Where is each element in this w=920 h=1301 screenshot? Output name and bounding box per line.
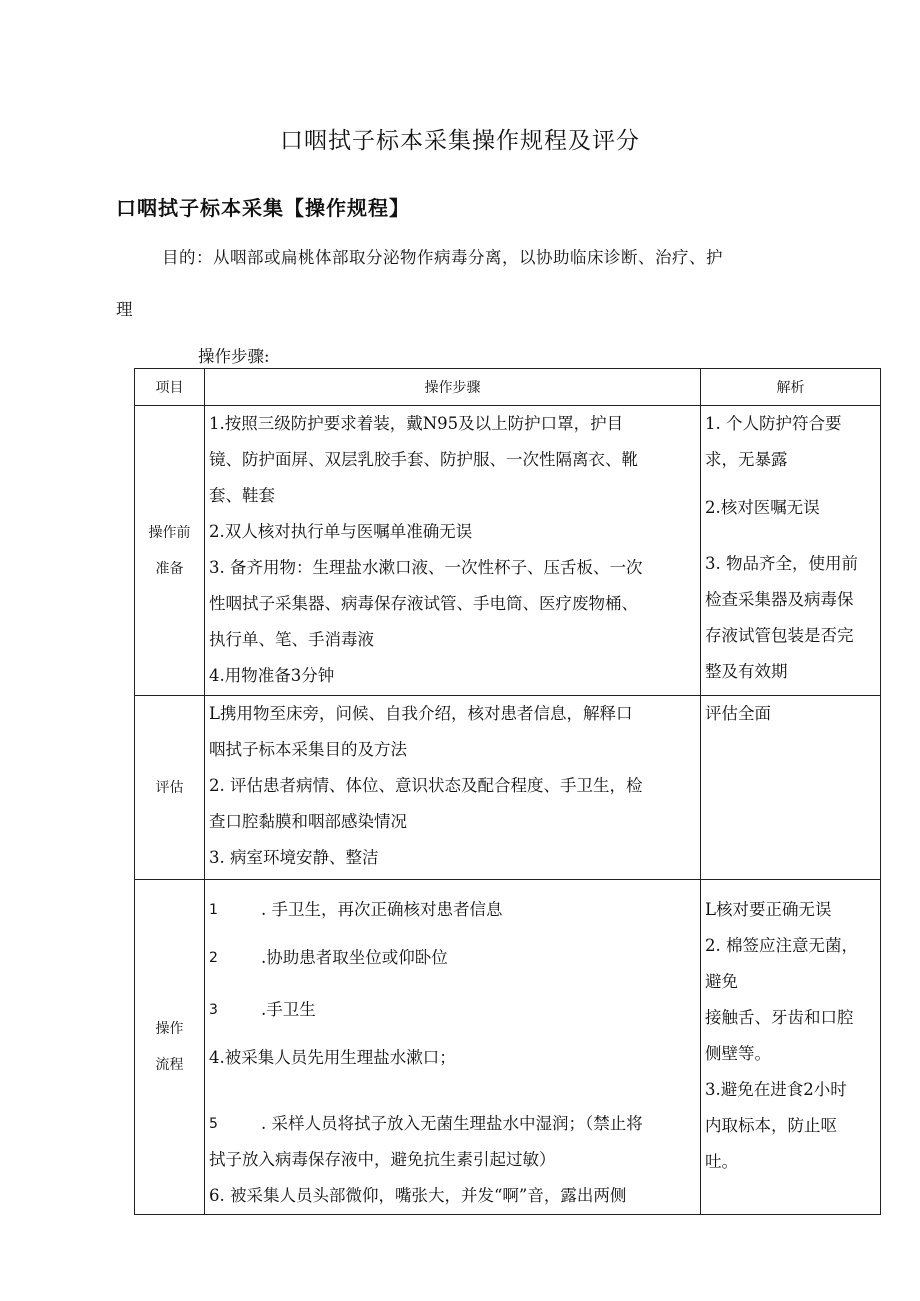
row-item-cell [135,406,205,696]
table-row-preparation [135,406,881,696]
step-number: 3 [209,1002,218,1018]
step-line: 性咽拭子采集器、病毒保存液试管、手电筒、医疗废物桶、 [209,594,638,613]
step-line [205,992,700,1028]
note-line: 接触舌、牙齿和口腔 [705,1008,854,1027]
section-heading: 口咽拭子标本采集【操作规程】 [116,196,410,220]
note-line: L核对要正确无误 [705,900,832,919]
step-line: 拭子放入病毒保存液中，避免抗生素引起过敏） [209,1150,556,1169]
step-line [205,892,700,928]
step-line: 4.用物准备3分钟 [209,666,335,685]
row-item-label: 准备 [155,560,184,577]
step-number: 2 [209,950,218,966]
note-line: 检查采集器及病毒保 [705,590,854,609]
row-notes-cell [701,696,881,880]
table-row-assessment [135,696,881,880]
procedure-table [134,368,881,1215]
note-line: 3. 物品齐全，使用前 [705,554,858,573]
header-item: 项目 [135,369,205,406]
row-item-label: 操作 [155,1021,184,1037]
step-line: 3. 病室环境安静、整洁 [209,848,379,867]
steps-heading: 操作步骤: [198,347,270,366]
step-number: 1 [209,902,218,918]
note-line: 2.核对医嘱无误 [705,498,820,517]
step-line: 4.被采集人员先用生理盐水漱口； [209,1048,456,1067]
row-steps-cell [205,696,701,880]
table-row-procedure [135,880,881,1215]
step-line: 镜、防护面屏、双层乳胶手套、防护服、一次性隔离衣、靴 [209,450,638,469]
row-steps-cell [205,880,701,1215]
step-line [205,1106,700,1142]
step-line: 套、鞋套 [209,486,275,505]
document-title: 口咽拭子标本采集操作规程及评分 [280,128,640,154]
row-item-cell [135,880,205,1215]
purpose-text: 目的：从咽部或扁桃体部取分泌物作病毒分离，以协助临床诊断、治疗、护 [162,248,723,267]
step-line: 3. 备齐用物：生理盐水漱口液、一次性杯子、压舌板、一次 [209,558,643,577]
header-steps: 操作步骤 [205,369,701,406]
row-steps-cell [205,406,701,696]
note-line: 3.避免在进食2小时 [705,1080,847,1099]
note-line: 侧壁等。 [705,1044,771,1063]
row-item-label: 流程 [155,1057,184,1073]
row-item-label: 操作前 [148,524,191,541]
step-line: 查口腔黏膜和咽部感染情况 [209,812,407,831]
step-line: 执行单、笔、手消毒液 [209,630,374,649]
step-line: 2.双人核对执行单与医嘱单准确无误 [209,522,473,541]
note-line: 吐。 [705,1152,738,1171]
note-line: 整及有效期 [705,662,788,681]
row-notes-cell [701,880,881,1215]
row-item-label: 评估 [155,779,184,796]
step-number: 5 [209,1116,218,1132]
note-line: 1. 个人防护符合要 [705,414,842,433]
step-line: 6. 被采集人员头部微仰，嘴张大，并发“啊”音，露出两侧 [209,1186,627,1205]
note-line: 存液试管包装是否完 [705,626,854,645]
row-item-cell [135,696,205,880]
note-line: 内取标本，防止呕 [705,1116,837,1135]
purpose-text-continued: 理 [116,300,133,319]
note-line: 评估全面 [705,704,771,723]
note-line: 求，无暴露 [705,450,788,469]
step-line: L携用物至床旁，问候、自我介绍，核对患者信息，解释口 [209,704,633,723]
step-text: .协助患者取坐位或仰卧位 [261,948,448,967]
note-line: 避免 [705,972,738,991]
note-line: 2. 棉签应注意无菌， [705,936,858,955]
header-notes: 解析 [701,369,881,406]
step-text: .手卫生 [261,1000,316,1019]
procedure-table-container [134,368,880,1205]
step-line: 2. 评估患者病情、体位、意识状态及配合程度、手卫生，检 [209,776,643,795]
step-text: . 手卫生，再次正确核对患者信息 [261,900,503,919]
table-header-row [135,369,881,406]
step-line: 1.按照三级防护要求着装，戴N95及以上防护口罩，护目 [209,414,624,433]
step-text: . 采样人员将拭子放入无菌生理盐水中湿润；（禁止将 [261,1114,643,1133]
step-line: 咽拭子标本采集目的及方法 [209,740,407,759]
row-notes-cell [701,406,881,696]
step-line [205,940,700,976]
